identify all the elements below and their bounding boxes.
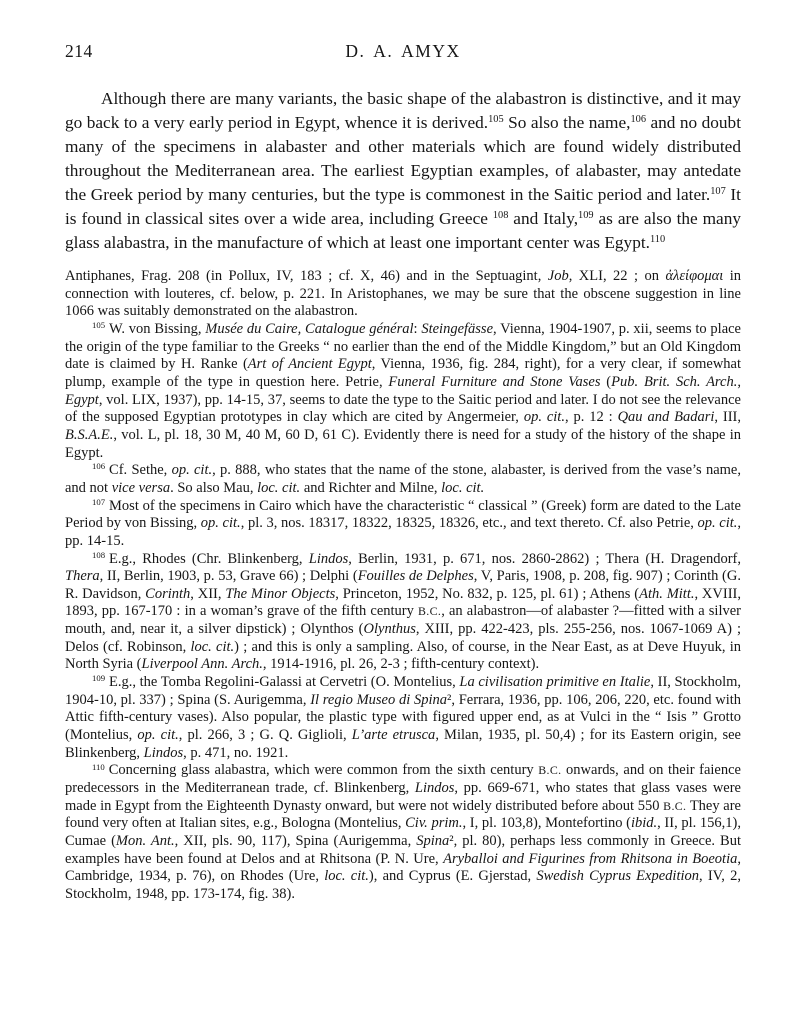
page-header (65, 41, 741, 63)
footnote-105 (65, 321, 741, 462)
footnote-106 (65, 462, 741, 497)
footnote-text-109: E.g., the Tomba Regolini-Galassi at Cervetri (O. Montelius, La civilisation primitive en Italie, II, Stockholm, 1904-10, pl. 337) ; Spina (S. Aurigemma, Il regio Museo di Spina², Ferrara, 1936, pp. 106, 206, 220, etc. found with Attic fifth-century vases). Also popular, the plastic type with figured upper end, as at Vulci in the “ Isis ” Grotto (Montelius, op. cit., pl. 266, 3 ; G. Q. Giglioli, L’arte etrusca, Milan, 1935, pl. 50,4) ; for its Eastern origin, see Blinkenberg, Lindos, p. 471, no. 1921. (65, 674, 742, 761)
footnote-number-106: 106 (92, 461, 106, 472)
footnote-continuation: Antiphanes, Frag. 208 (in Pollux, IV, 183 ; cf. X, 46) and in the Septuagint, Job, XLI, 22 ; on ἀλείφομαι in connection with louteres, cf. below, p. 221. In Aristophanes, we may be sure that the obscene suggestion in line 1066 was suitably demonstrated on the alabastron. (65, 268, 741, 320)
footnote-text-108: E.g., Rhodes (Chr. Blinkenberg, Lindos, Berlin, 1931, p. 671, nos. 2860-2862) ; Thera (H. Dragendorf, Thera, II, Berlin, 1903, p. 53, Grave 66) ; Delphi (Fouilles de Delphes, V, Paris, 1908, p. 208, fig. 907) ; Corinth (G. R. Davidson, Corinth, XII, The Minor Objects, Princeton, 1952, No. 832, p. 125, pl. 61) ; Athens (Ath. Mitt., XVIII, 1893, pp. 167-170 : in a woman’s grave of the fifth century B.C., an alabastron—of alabaster ?—fitted with a silver mouth, and, near it, a silver dipstick) ; Olynthos (Olynthus, XIII, pp. 422-423, pls. 255-256, nos. 1067-1069 A) ; Delos (cf. Robinson, loc. cit.) ; and this is only a sampling. Also, of course, in the Near East, as at Deve Huyuk, in North Syria (Liverpool Ann. Arch., 1914-1916, pl. 26, 2-3 ; fifth-century context). (65, 550, 742, 673)
footnotes-section (65, 268, 741, 904)
footnote-109 (65, 674, 741, 762)
footnote-text-105: W. von Bissing, Musée du Caire, Catalogue général: Steingefässe, Vienna, 1904-1907, p. xii, seems to place the origin of the type familiar to the Greeks “ no earlier than the end of the Middle Kingdom,” but an Old Kingdom date is claimed by H. Ranke (Art of Ancient Egypt, Vienna, 1936, fig. 284, right), for a very clear, if somewhat plump, example of the type in question here. Petrie, Funeral Furniture and Stone Vases (Pub. Brit. Sch. Arch., Egypt, vol. LIX, 1937), pp. 14-15, 37, seems to date the type to the Saitic period and later. I do not see the relevance of the supposed Egyptian prototypes in clay which are cited by Angermeier, op. cit., p. 12 : Qau and Badari, III, B.S.A.E., vol. L, pl. 18, 30 M, 40 M, 60 D, 61 C). Evidently there is need for a study of the history of the shape in Egypt. (65, 320, 742, 461)
footnote-110 (65, 762, 741, 903)
footnote-107 (65, 498, 741, 551)
body-paragraph: Although there are many variants, the basic shape of the alabastron is distinctive, and it may go back to a very early period in Egypt, whence it is derived.$^{105}$ So also the name,$^{106}$ and no doubt many of the specimens in alabaster and other materials which are found widely distributed throughout the Mediterranean area. The earliest Egyptian examples, of alabaster, may antedate the Greek period by many centuries, but the type is commonest in the Saitic period and later.$^{107}$ It is found in classical sites over a wide area, including Greece $^{108}$ and Italy,$^{109}$ as are also the many glass alabastra, in the manufacture of which at least one important center was Egypt.$^{110}$ (65, 89, 741, 252)
footnote-text-107: Most of the specimens in Cairo which have the characteristic “ classical ” (Greek) form are dated to the Late Period by von Bissing, op. cit., pl. 3, nos. 18317, 18322, 18325, 18326, etc., and text thereto. Cf. also Petrie, op. cit., pp. 14-15. (65, 497, 742, 549)
running-head: D. A. AMYX (345, 41, 461, 61)
page-body (65, 87, 741, 904)
footnote-text-110: Concerning glass alabastra, which were common from the sixth century B.C. onwards, and on their faience predecessors in the Mediterranean trade, cf. Blinkenberg, Lindos, pp. 669-671, who states that glass vases were made in Egypt from the Eighteenth Dynasty onward, but were not widely distributed before about 550 B.C. They are found very often at Italian sites, e.g., Bologna (Montelius, Civ. prim., I, pl. 103,8), Montefortino (ibid., II, pl. 156,1), Cumae (Mon. Ant., XII, pls. 90, 117), Spina (Aurigemma, Spina², pl. 80), perhaps less commonly in Greece. But examples have been found at Delos and at Rhitsona (P. N. Ure, Aryballoi and Figurines from Rhitsona in Boeotia, Cambridge, 1934, p. 76), on Rhodes (Ure, loc. cit.), and Cyprus (E. Gjerstad, Swedish Cyprus Expedition, IV, 2, Stockholm, 1948, pp. 173-174, fig. 38). (65, 762, 742, 902)
footnote-number-105: 105 (92, 320, 106, 331)
footnote-108 (65, 551, 741, 675)
footnote-number-109: 109 (92, 673, 106, 684)
footnote-number-107: 107 (92, 496, 106, 507)
footnote-text-106: Cf. Sethe, op. cit., p. 888, who states that the name of the stone, alabaster, is derived from the vase’s name, and not vice versa. So also Mau, loc. cit. and Richter and Milne, loc. cit. (65, 462, 741, 496)
page-number: 214 (65, 41, 93, 61)
footnote-number-110: 110 (92, 761, 105, 772)
footnote-number-108: 108 (92, 549, 106, 560)
